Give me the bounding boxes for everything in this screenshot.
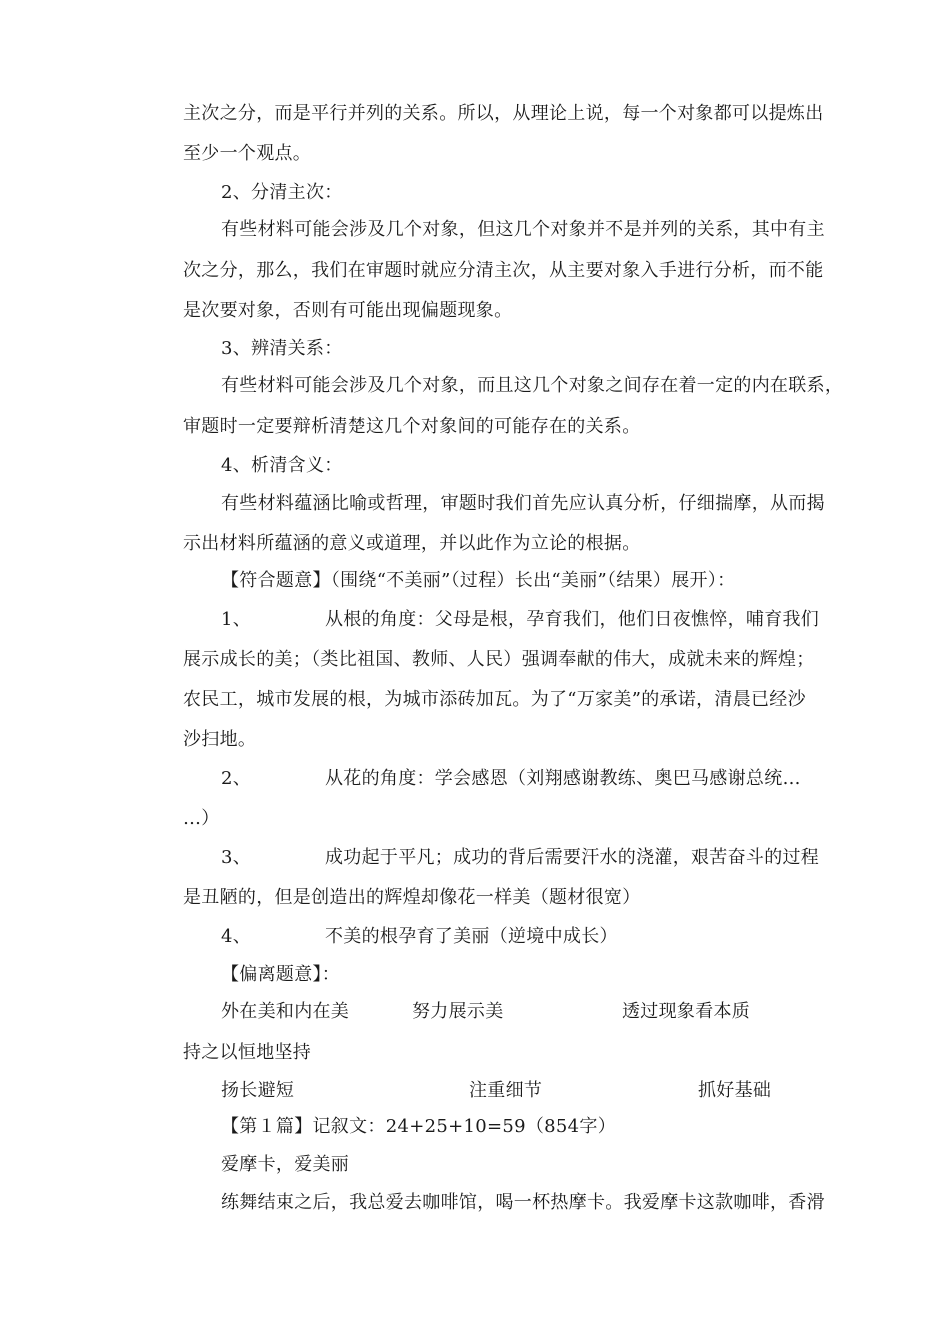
paragraph-line: 展示成长的美；（类比祖国、教师、人民）强调奉献的伟大，成就未来的辉煌； bbox=[183, 649, 815, 670]
section-heading: 3、辨清关系： bbox=[221, 338, 343, 359]
paragraph-line: 至少一个观点。 bbox=[183, 143, 312, 164]
section-heading: 【符合题意】（围绕“不美丽”（过程）长出“美丽”（结果）展开）： bbox=[221, 570, 736, 591]
off-topic-item: 扬长避短 bbox=[221, 1080, 295, 1101]
list-item-text: 成功起于平凡；成功的背后需要汗水的浇灌，艰苦奋斗的过程 bbox=[325, 847, 820, 868]
list-item-text: 不美的根孕育了美丽（逆境中成长） bbox=[325, 926, 618, 947]
paragraph-line: 有些材料可能会涉及几个对象，但这几个对象并不是并列的关系，其中有主 bbox=[221, 219, 825, 240]
off-topic-item: 持之以恒地坚持 bbox=[183, 1042, 312, 1063]
paragraph-line: 是丑陋的，但是创造出的辉煌却像花一样美（题材很宽） bbox=[183, 887, 641, 908]
paragraph-line: 示出材料所蕴涵的意义或道理，并以此作为立论的根据。 bbox=[183, 533, 641, 554]
section-heading: 【偏离题意】： bbox=[221, 964, 341, 985]
paragraph-line: 是次要对象，否则有可能出现偏题现象。 bbox=[183, 300, 513, 321]
off-topic-item: 注重细节 bbox=[469, 1080, 543, 1101]
paragraph-line: 练舞结束之后，我总爱去咖啡馆，喝一杯热摩卡。我爱摩卡这款咖啡，香滑 bbox=[221, 1192, 825, 1213]
paragraph-line: 次之分，那么，我们在审题时就应分清主次，从主要对象入手进行分析，而不能 bbox=[183, 260, 824, 281]
list-item-text: 从花的角度：学会感恩（刘翔感谢教练、奥巴马感谢总统… bbox=[325, 768, 801, 789]
paragraph-line: 农民工，城市发展的根，为城市添砖加瓦。为了“万家美”的承诺，清晨已经沙 bbox=[183, 689, 806, 710]
paragraph-line: 有些材料可能会涉及几个对象，而且这几个对象之间存在着一定的内在联系， bbox=[221, 375, 844, 396]
essay-heading: 【第１篇】记叙文：24+25+10=59（854字） bbox=[221, 1116, 617, 1137]
off-topic-item: 外在美和内在美 bbox=[221, 1001, 350, 1022]
essay-title: 爱摩卡，爱美丽 bbox=[221, 1154, 350, 1175]
off-topic-item: 透过现象看本质 bbox=[622, 1001, 751, 1022]
list-item-number: 3、 bbox=[221, 847, 252, 868]
paragraph-line: …） bbox=[183, 808, 220, 829]
off-topic-item: 努力展示美 bbox=[412, 1001, 504, 1022]
section-heading: 2、分清主次： bbox=[221, 182, 343, 203]
paragraph-line: 沙扫地。 bbox=[183, 729, 257, 750]
section-heading: 4、析清含义： bbox=[221, 455, 343, 476]
list-item-text: 从根的角度：父母是根，孕育我们，他们日夜憔悴，哺育我们 bbox=[325, 609, 820, 630]
off-topic-item: 抓好基础 bbox=[698, 1080, 772, 1101]
paragraph-line: 主次之分，而是平行并列的关系。所以，从理论上说，每一个对象都可以提炼出 bbox=[183, 103, 824, 124]
list-item-number: 4、 bbox=[221, 926, 252, 947]
paragraph-line: 审题时一定要辩析清楚这几个对象间的可能存在的关系。 bbox=[183, 416, 641, 437]
paragraph-line: 有些材料蕴涵比喻或哲理，审题时我们首先应认真分析，仔细揣摩，从而揭 bbox=[221, 493, 825, 514]
list-item-number: 2、 bbox=[221, 768, 252, 789]
list-item-number: 1、 bbox=[221, 609, 252, 630]
